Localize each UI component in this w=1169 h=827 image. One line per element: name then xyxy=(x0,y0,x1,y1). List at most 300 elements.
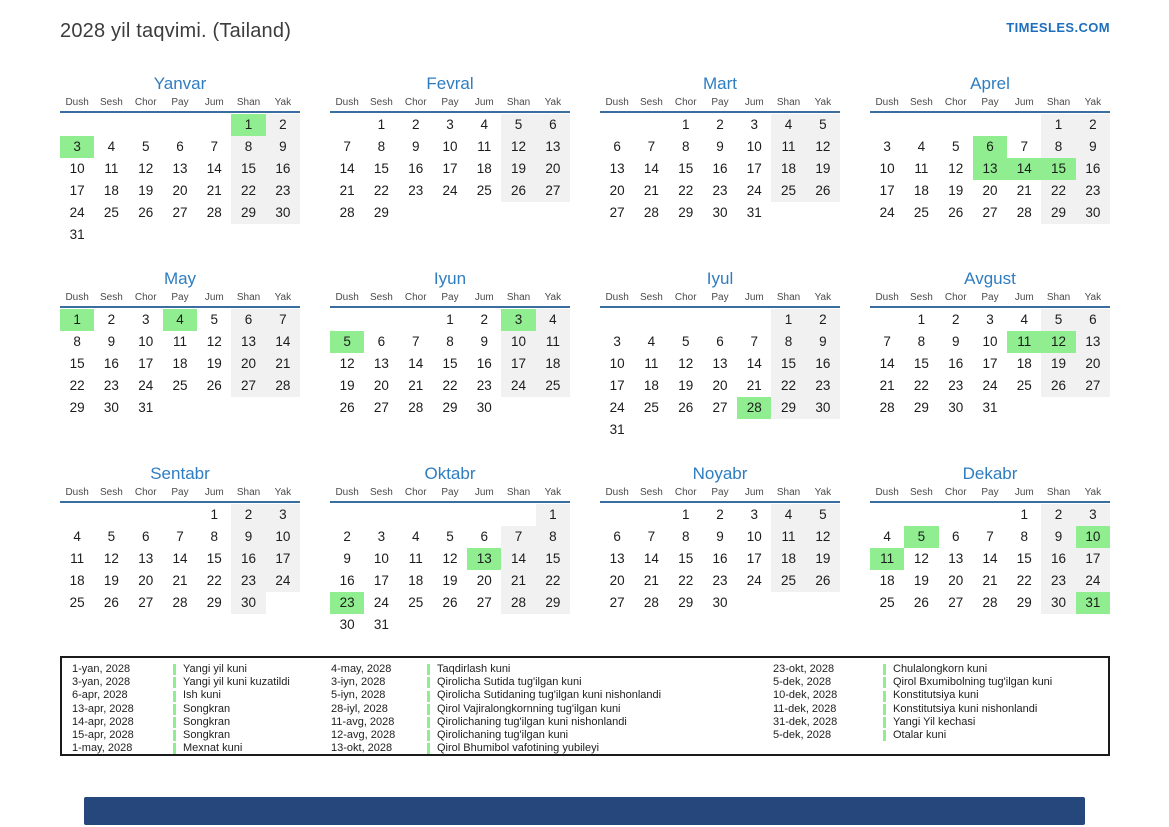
weekday-label: Jum xyxy=(744,97,764,108)
day-cell: 21 xyxy=(206,183,222,198)
day-cell: 6 xyxy=(176,139,184,154)
holiday-tick-icon xyxy=(427,730,430,741)
holiday-tick-icon xyxy=(883,691,886,702)
weekday-label: Yak xyxy=(274,292,292,303)
legend-date: 6-apr, 2028 xyxy=(72,689,128,702)
day-cell: 29 xyxy=(231,202,265,224)
day-cell: 28 xyxy=(408,400,424,415)
day-cell: 14 xyxy=(206,161,222,176)
day-cell: 30 xyxy=(231,592,265,614)
day-cell: 27 xyxy=(948,595,964,610)
weekday-label: Dush xyxy=(875,487,899,498)
months-grid xyxy=(60,73,1110,635)
day-cell: 27 xyxy=(712,400,728,415)
day-cell: 24 xyxy=(879,205,895,220)
month-title: Mart xyxy=(703,74,737,93)
day-cell: 22 xyxy=(231,180,265,202)
day-cell: 27 xyxy=(373,400,389,415)
month-title: Fevral xyxy=(426,74,474,93)
holiday-tick-icon xyxy=(427,743,430,754)
day-cell: 25 xyxy=(1016,378,1032,393)
holiday-tick-icon xyxy=(173,677,176,688)
empty-cell xyxy=(904,114,938,136)
weekday-label: Dush xyxy=(335,97,359,108)
day-grid xyxy=(330,504,570,636)
day-cell: 3 xyxy=(883,139,891,154)
day-cell: 30 xyxy=(1041,592,1075,614)
day-cell: 8 xyxy=(231,136,265,158)
legend-date: 15-apr, 2028 xyxy=(72,729,134,742)
day-cell: 11 xyxy=(172,334,187,349)
day-cell: 4 xyxy=(1020,312,1029,327)
weekday-label: Yak xyxy=(1084,97,1102,108)
day-cell: 29 xyxy=(678,205,694,220)
day-cell: 2 xyxy=(1041,504,1075,526)
empty-cell xyxy=(634,504,668,526)
legend-label: Qirolicha Sutida tug'ilgan kuni xyxy=(437,676,582,689)
day-cell: 19 xyxy=(806,548,840,570)
day-cell: 26 xyxy=(442,595,458,610)
empty-cell xyxy=(399,504,433,526)
day-cell: 8 xyxy=(446,334,454,349)
day-cell: 17 xyxy=(138,356,154,371)
day-cell: 6 xyxy=(716,334,724,349)
weekday-label: Chor xyxy=(944,487,967,498)
weekday-label: Shan xyxy=(236,487,261,498)
day-cell: 11 xyxy=(914,161,929,176)
day-cell: 5 xyxy=(681,334,690,349)
legend-entry xyxy=(883,729,1109,742)
day-cell: 28 xyxy=(206,205,222,220)
legend-label: Qirol Vajiralongkornning tug'ilgan kuni xyxy=(437,702,621,715)
day-cell: 16 xyxy=(408,161,424,176)
day-cell: 18 xyxy=(1016,356,1032,371)
day-cell: 8 xyxy=(1020,529,1029,544)
weekday-label: Shan xyxy=(1046,292,1071,303)
holiday-day-cell: 10 xyxy=(1076,526,1110,548)
day-cell: 1 xyxy=(536,504,570,526)
day-cell: 21 xyxy=(643,183,659,198)
day-cell: 11 xyxy=(771,526,805,548)
day-cell: 16 xyxy=(1041,548,1075,570)
weekday-label: Pay xyxy=(441,97,459,108)
day-cell: 29 xyxy=(678,595,694,610)
day-cell: 15 xyxy=(771,353,805,375)
empty-cell xyxy=(60,114,94,136)
weekday-label: Yak xyxy=(1084,292,1102,303)
weekday-label: Chor xyxy=(674,97,697,108)
day-cell: 20 xyxy=(172,183,188,198)
day-cell: 12 xyxy=(948,161,964,176)
legend-entry xyxy=(173,729,331,742)
day-cell: 9 xyxy=(480,334,489,349)
day-cell: 18 xyxy=(771,548,805,570)
day-cell: 22 xyxy=(373,183,389,198)
day-cell: 4 xyxy=(107,139,116,154)
month-title: Sentabr xyxy=(150,464,210,483)
weekday-label: Pay xyxy=(441,292,459,303)
day-cell: 18 xyxy=(103,183,119,198)
empty-cell xyxy=(399,309,433,331)
day-cell: 10 xyxy=(138,334,154,349)
day-cell: 12 xyxy=(913,551,929,566)
day-cell: 26 xyxy=(948,205,964,220)
empty-cell xyxy=(870,504,904,526)
day-cell: 3 xyxy=(446,117,454,132)
day-cell: 22 xyxy=(536,570,570,592)
day-cell: 12 xyxy=(501,136,535,158)
day-cell: 7 xyxy=(647,529,656,544)
day-cell: 11 xyxy=(408,551,423,566)
empty-cell xyxy=(973,504,1007,526)
legend-entry xyxy=(427,703,773,716)
empty-cell xyxy=(129,504,163,526)
day-cell: 22 xyxy=(206,573,222,588)
day-cell: 14 xyxy=(339,161,355,176)
weekday-label: Chor xyxy=(944,97,967,108)
day-cell: 29 xyxy=(1041,202,1075,224)
day-cell: 3 xyxy=(750,117,759,132)
footer-bar xyxy=(84,797,1085,825)
day-cell: 28 xyxy=(339,205,355,220)
legend-date: 4-may, 2028 xyxy=(331,663,392,675)
month-aprel xyxy=(870,73,1110,245)
holiday-day-cell: 12 xyxy=(1041,331,1075,353)
day-cell: 21 xyxy=(339,183,355,198)
day-cell: 17 xyxy=(442,161,458,176)
day-cell: 20 xyxy=(231,353,265,375)
day-cell: 19 xyxy=(103,573,119,588)
day-cell: 11 xyxy=(536,331,570,353)
header xyxy=(60,20,1110,43)
day-cell: 28 xyxy=(172,595,188,610)
day-cell: 30 xyxy=(712,205,728,220)
empty-cell xyxy=(939,114,973,136)
day-cell: 9 xyxy=(716,529,724,544)
weekday-label: Yak xyxy=(814,292,832,303)
day-cell: 31 xyxy=(746,205,762,220)
day-cell: 16 xyxy=(339,573,355,588)
day-cell: 23 xyxy=(476,378,492,393)
day-cell: 9 xyxy=(716,139,724,154)
weekday-label: Dush xyxy=(335,292,359,303)
weekday-label: Jum xyxy=(474,97,494,108)
day-cell: 25 xyxy=(771,570,805,592)
day-cell: 30 xyxy=(103,400,119,415)
day-cell: 23 xyxy=(1041,570,1075,592)
day-cell: 2 xyxy=(951,312,960,327)
day-cell: 29 xyxy=(373,205,389,220)
day-cell: 8 xyxy=(210,529,219,544)
legend-entry xyxy=(427,663,773,676)
holiday-day-cell: 15 xyxy=(1041,158,1075,180)
day-cell: 22 xyxy=(771,375,805,397)
day-cell: 20 xyxy=(536,158,570,180)
weekday-label: Pay xyxy=(441,487,459,498)
weekday-header-row xyxy=(600,292,840,308)
day-cell: 25 xyxy=(771,180,805,202)
holiday-tick-icon xyxy=(173,664,176,675)
day-cell: 20 xyxy=(138,573,154,588)
weekday-label: Yak xyxy=(274,487,292,498)
weekday-label: Dush xyxy=(65,97,89,108)
legend-label: Yangi yil kuni kuzatildi xyxy=(183,676,290,689)
day-cell: 17 xyxy=(69,183,85,198)
weekday-label: Jum xyxy=(1014,292,1034,303)
day-cell: 13 xyxy=(373,356,389,371)
day-cell: 18 xyxy=(879,573,895,588)
day-cell: 20 xyxy=(476,573,492,588)
day-cell: 29 xyxy=(69,400,85,415)
day-cell: 17 xyxy=(746,551,762,566)
empty-cell xyxy=(197,114,231,136)
month-oktabr xyxy=(330,463,570,635)
day-cell: 30 xyxy=(266,202,300,224)
legend-entry xyxy=(883,689,1109,702)
day-cell: 2 xyxy=(231,504,265,526)
legend-label: Ish kuni xyxy=(183,689,221,702)
day-cell: 5 xyxy=(1041,309,1075,331)
day-cell: 14 xyxy=(982,551,998,566)
day-cell: 7 xyxy=(883,334,891,349)
day-cell: 14 xyxy=(172,551,188,566)
holiday-day-cell: 31 xyxy=(1076,592,1110,614)
weekday-header-row xyxy=(330,292,570,308)
day-cell: 24 xyxy=(1076,570,1110,592)
day-cell: 4 xyxy=(411,529,420,544)
holiday-day-cell: 14 xyxy=(1007,158,1041,180)
day-cell: 19 xyxy=(1041,353,1075,375)
weekday-label: Shan xyxy=(236,97,261,108)
site-link[interactable]: TIMESLES.COM xyxy=(1006,20,1110,35)
legend-date: 23-okt, 2028 xyxy=(773,663,835,675)
legend-label: Qirol Bhumibol vafotining yubileyi xyxy=(437,742,600,755)
empty-cell xyxy=(600,114,634,136)
legend-entry xyxy=(427,676,773,689)
holiday-day-cell: 28 xyxy=(737,397,771,419)
day-cell: 11 xyxy=(644,356,659,371)
day-cell: 14 xyxy=(643,551,659,566)
legend-entry xyxy=(883,676,1109,689)
day-cell: 26 xyxy=(501,180,535,202)
day-cell: 28 xyxy=(643,205,659,220)
day-cell: 24 xyxy=(373,595,389,610)
month-mart xyxy=(600,73,840,245)
weekday-label: Jum xyxy=(474,487,494,498)
day-cell: 12 xyxy=(678,356,694,371)
holiday-tick-icon xyxy=(173,730,176,741)
legend-label: Songkran xyxy=(183,729,231,742)
weekday-label: Chor xyxy=(134,487,157,498)
day-cell: 26 xyxy=(138,205,154,220)
weekday-label: Sesh xyxy=(370,292,393,303)
legend-date: 12-avg, 2028 xyxy=(331,729,396,742)
day-cell: 28 xyxy=(501,592,535,614)
legend-date: 31-dek, 2028 xyxy=(773,715,838,728)
holiday-day-cell: 13 xyxy=(973,158,1007,180)
day-cell: 17 xyxy=(982,356,998,371)
day-cell: 19 xyxy=(501,158,535,180)
holiday-day-cell: 5 xyxy=(904,526,938,548)
day-cell: 13 xyxy=(712,356,728,371)
day-cell: 31 xyxy=(982,400,998,415)
day-cell: 26 xyxy=(806,570,840,592)
day-cell: 8 xyxy=(1041,136,1075,158)
day-cell: 11 xyxy=(70,551,85,566)
day-cell: 26 xyxy=(339,400,355,415)
day-cell: 9 xyxy=(231,526,265,548)
day-cell: 10 xyxy=(982,334,998,349)
day-cell: 19 xyxy=(206,356,222,371)
day-grid xyxy=(330,114,570,224)
day-cell: 16 xyxy=(712,161,728,176)
day-cell: 25 xyxy=(172,378,188,393)
empty-cell xyxy=(634,309,668,331)
day-cell: 4 xyxy=(917,139,926,154)
day-cell: 23 xyxy=(948,378,964,393)
weekday-label: Chor xyxy=(404,487,427,498)
day-cell: 10 xyxy=(879,161,895,176)
holiday-day-cell: 13 xyxy=(467,548,501,570)
day-cell: 2 xyxy=(343,529,351,544)
weekday-label: Jum xyxy=(1014,487,1034,498)
weekday-header-row xyxy=(600,97,840,113)
day-cell: 16 xyxy=(948,356,964,371)
day-cell: 24 xyxy=(609,400,625,415)
legend-label: Yangi Yil kechasi xyxy=(893,715,976,728)
legend-date: 28-iyl, 2028 xyxy=(331,702,388,715)
weekday-label: Pay xyxy=(171,487,189,498)
day-cell: 29 xyxy=(1016,595,1032,610)
month-iyul xyxy=(600,268,840,440)
day-cell: 7 xyxy=(750,334,759,349)
legend-entry xyxy=(427,729,773,742)
day-cell: 21 xyxy=(172,573,188,588)
weekday-label: Chor xyxy=(674,292,697,303)
weekday-label: Yak xyxy=(544,97,562,108)
weekday-label: Sesh xyxy=(640,292,663,303)
empty-cell xyxy=(600,504,634,526)
day-cell: 30 xyxy=(806,397,840,419)
legend-label: Qirolichaning tug'ilgan kuni xyxy=(437,729,569,742)
month-title: Iyun xyxy=(433,269,467,288)
holiday-tick-icon xyxy=(427,691,430,702)
day-cell: 10 xyxy=(373,551,389,566)
weekday-header-row xyxy=(870,97,1110,113)
day-cell: 15 xyxy=(1016,551,1032,566)
empty-cell xyxy=(129,114,163,136)
day-cell: 18 xyxy=(913,183,929,198)
weekday-header-row xyxy=(870,292,1110,308)
day-cell: 25 xyxy=(536,375,570,397)
day-cell: 27 xyxy=(609,595,625,610)
legend-label: Chulalongkorn kuni xyxy=(893,663,988,675)
weekday-header-row xyxy=(60,292,300,308)
holiday-day-cell: 5 xyxy=(330,331,364,353)
empty-cell xyxy=(904,504,938,526)
day-cell: 3 xyxy=(750,507,759,522)
legend-date: 3-yan, 2028 xyxy=(72,676,131,689)
day-cell: 6 xyxy=(613,529,621,544)
day-cell: 3 xyxy=(1076,504,1110,526)
day-cell: 15 xyxy=(913,356,929,371)
weekday-label: Jum xyxy=(744,487,764,498)
month-title: Oktabr xyxy=(424,464,476,483)
empty-cell xyxy=(163,114,197,136)
holiday-tick-icon xyxy=(173,743,176,754)
holiday-day-cell: 11 xyxy=(1007,331,1041,353)
day-cell: 21 xyxy=(746,378,762,393)
weekday-label: Dush xyxy=(335,487,359,498)
day-cell: 28 xyxy=(1016,205,1032,220)
day-cell: 8 xyxy=(536,526,570,548)
day-cell: 13 xyxy=(172,161,188,176)
day-cell: 29 xyxy=(771,397,805,419)
day-cell: 18 xyxy=(643,378,659,393)
day-cell: 14 xyxy=(266,331,300,353)
weekday-label: Shan xyxy=(506,97,531,108)
weekday-label: Yak xyxy=(544,292,562,303)
day-cell: 17 xyxy=(879,183,895,198)
day-cell: 3 xyxy=(141,312,150,327)
day-cell: 23 xyxy=(266,180,300,202)
weekday-label: Pay xyxy=(171,97,189,108)
legend-date: 14-apr, 2028 xyxy=(72,715,134,728)
day-cell: 18 xyxy=(476,161,492,176)
day-cell: 9 xyxy=(411,139,420,154)
month-title: Iyul xyxy=(706,269,734,288)
day-cell: 12 xyxy=(806,136,840,158)
day-cell: 23 xyxy=(103,378,119,393)
day-cell: 31 xyxy=(69,227,85,242)
day-cell: 20 xyxy=(982,183,998,198)
weekday-label: Sesh xyxy=(640,487,663,498)
weekday-label: Sesh xyxy=(910,292,933,303)
day-cell: 11 xyxy=(771,136,805,158)
day-cell: 14 xyxy=(879,356,895,371)
empty-cell xyxy=(330,114,364,136)
day-cell: 23 xyxy=(231,570,265,592)
month-sentabr xyxy=(60,463,300,635)
day-cell: 6 xyxy=(377,334,386,349)
empty-cell xyxy=(939,504,973,526)
day-cell: 17 xyxy=(609,378,625,393)
day-cell: 21 xyxy=(501,570,535,592)
day-cell: 5 xyxy=(501,114,535,136)
day-cell: 20 xyxy=(712,378,728,393)
day-cell: 16 xyxy=(712,551,728,566)
weekday-label: Shan xyxy=(236,292,261,303)
day-cell: 1 xyxy=(377,117,386,132)
day-cell: 13 xyxy=(231,331,265,353)
holiday-tick-icon xyxy=(883,664,886,675)
day-cell: 10 xyxy=(609,356,625,371)
day-cell: 13 xyxy=(609,161,625,176)
weekday-header-row xyxy=(60,487,300,503)
holiday-tick-icon xyxy=(427,717,430,728)
day-cell: 18 xyxy=(771,158,805,180)
weekday-header-row xyxy=(330,487,570,503)
weekday-label: Dush xyxy=(605,487,629,498)
day-grid xyxy=(870,504,1110,614)
legend-date: 11-dek, 2028 xyxy=(773,702,837,715)
day-cell: 12 xyxy=(138,161,154,176)
day-cell: 8 xyxy=(917,334,926,349)
day-cell: 26 xyxy=(206,378,222,393)
legend-date: 5-dek, 2028 xyxy=(773,729,832,742)
weekday-label: Jum xyxy=(744,292,764,303)
legend-label: Konstitutsiya kuni nishonlandi xyxy=(893,702,1038,715)
